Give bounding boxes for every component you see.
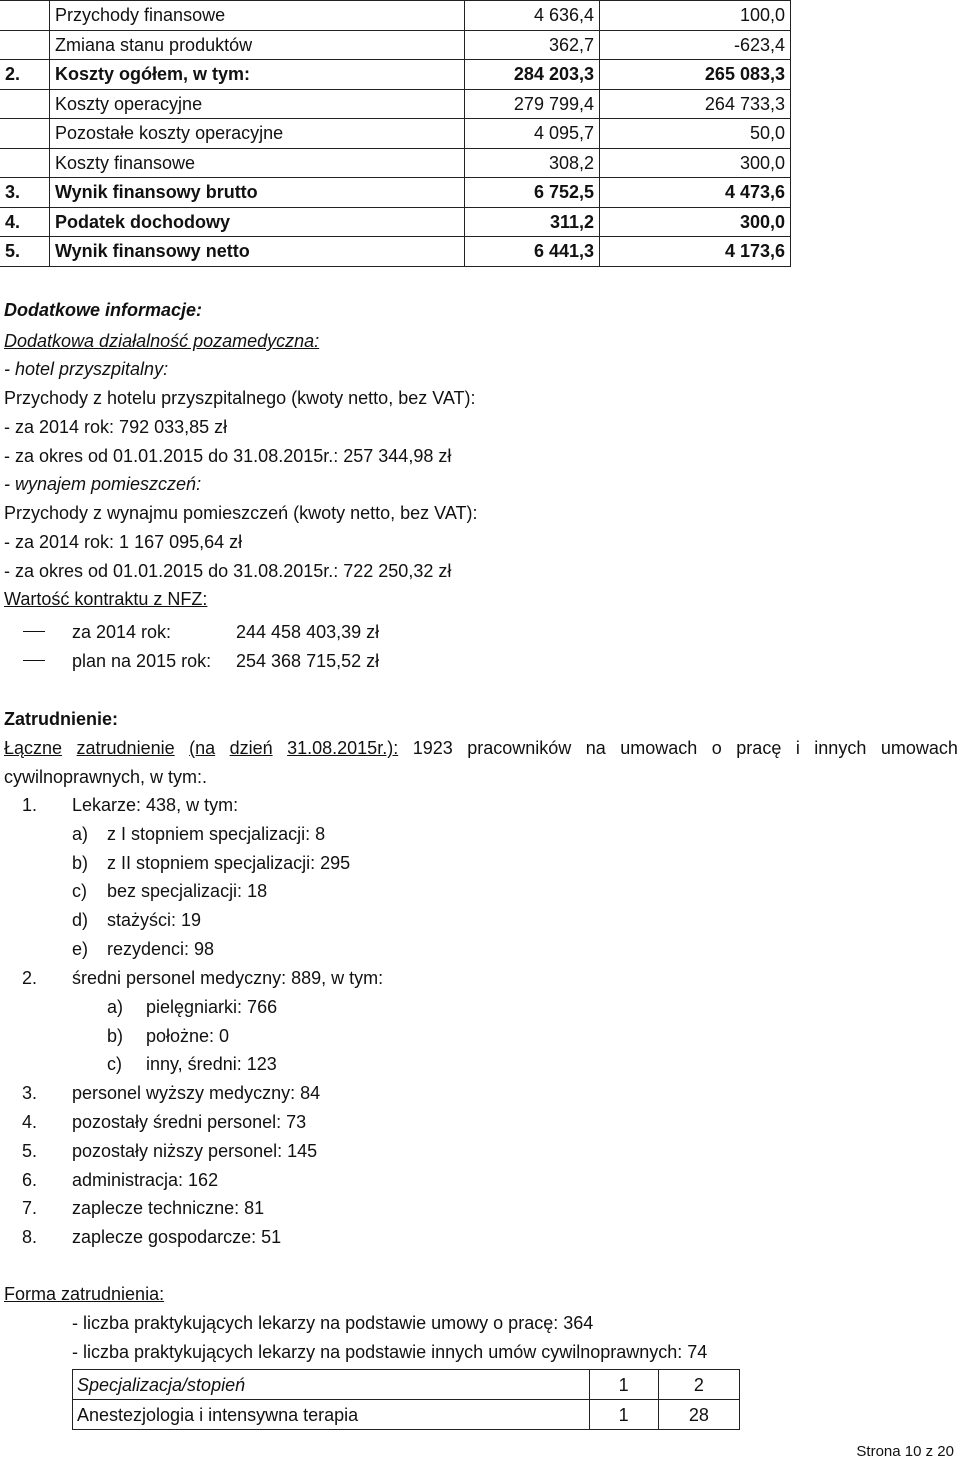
row-label: Koszty operacyjne [50, 89, 465, 119]
list-item: położne: 0 [146, 1026, 230, 1046]
employment-form-heading: Forma zatrudnienia: [4, 1284, 165, 1304]
row-label: Przychody finansowe [50, 1, 465, 31]
value-2015: 300,0 [600, 207, 791, 237]
intro-word: umowach [620, 738, 698, 758]
list-item-number: c) [107, 1054, 122, 1074]
table-row [0, 119, 791, 149]
table-row [0, 178, 791, 208]
list-item: personel wyższy medyczny: 84 [72, 1083, 321, 1103]
list-item-number: a) [72, 824, 89, 844]
hotel-revenue-label: Przychody z hotelu przyszpitalnego (kwoty netto, bez VAT): [4, 388, 476, 408]
list-item-number: 5. [22, 1141, 38, 1161]
value-2015: 300,0 [600, 148, 791, 178]
list-item: pielęgniarki: 766 [146, 997, 278, 1017]
list-item-number: 2. [22, 968, 38, 988]
value-2015: 50,0 [600, 119, 791, 149]
intro-word: o [711, 738, 722, 758]
row-number [0, 119, 50, 149]
value-2014: 311,2 [465, 207, 600, 237]
value-2015: 4 473,6 [600, 178, 791, 208]
value-2015: 4 173,6 [600, 237, 791, 267]
value-2015: 265 083,3 [600, 60, 791, 90]
list-item: inny, średni: 123 [146, 1054, 277, 1074]
header-cell: 2 [658, 1370, 739, 1400]
intro-word: 31.08.2015r.): [287, 738, 399, 758]
list-item-number: b) [107, 1026, 124, 1046]
value-2014: 308,2 [465, 148, 600, 178]
hotel-heading: - hotel przyszpitalny: [4, 359, 169, 379]
list-item: zaplecze gospodarcze: 51 [72, 1227, 282, 1247]
value-2015: 100,0 [600, 1, 791, 31]
value-2014: 4 095,7 [465, 119, 600, 149]
additional-activity-heading: Dodatkowa działalność pozamedyczna: [4, 331, 320, 351]
table-row [0, 148, 791, 178]
intro-word: Łączne [4, 738, 63, 758]
list-item-number: a) [107, 997, 124, 1017]
intro-word: (na [189, 738, 216, 758]
value-2015: -623,4 [600, 30, 791, 60]
additional-info-heading: Dodatkowe informacje: [4, 300, 203, 320]
row-label: Pozostałe koszty operacyjne [50, 119, 465, 149]
nfz-row-label: za 2014 rok: [72, 622, 172, 642]
intro-word: pracowników [467, 738, 572, 758]
row-label: Koszty finansowe [50, 148, 465, 178]
table-row [0, 1, 791, 31]
hotel-revenue-2014: - za 2014 rok: 792 033,85 zł [4, 417, 228, 437]
intro-word: i [795, 738, 800, 758]
list-item-number: 3. [22, 1083, 38, 1103]
table-header-row [73, 1370, 740, 1400]
nfz-row-value: 254 368 715,52 zł [236, 651, 380, 671]
nfz-row-value: 244 458 403,39 zł [236, 622, 380, 642]
table-cell: 1 [589, 1400, 658, 1430]
list-item-number: c) [72, 881, 87, 901]
list-item: z I stopniem specjalizacji: 8 [107, 824, 326, 844]
nfz-contract-heading: Wartość kontraktu z NFZ: [4, 589, 208, 609]
row-label: Wynik finansowy brutto [50, 178, 465, 208]
row-number: 2. [0, 60, 50, 90]
employment-heading: Zatrudnienie: [4, 709, 119, 729]
list-item-number: 4. [22, 1112, 38, 1132]
value-2015: 264 733,3 [600, 89, 791, 119]
table-cell: 28 [658, 1400, 739, 1430]
specialization-table [72, 1369, 740, 1430]
row-label: Koszty ogółem, w tym: [50, 60, 465, 90]
list-item-number: b) [72, 853, 89, 873]
row-label: Podatek dochodowy [50, 207, 465, 237]
list-item-number: d) [72, 910, 89, 930]
row-number: 5. [0, 237, 50, 267]
table-row [73, 1400, 740, 1430]
value-2014: 279 799,4 [465, 89, 600, 119]
row-number [0, 30, 50, 60]
employment-intro-continued: cywilnoprawnych, w tym:. [4, 767, 208, 787]
row-label: Wynik finansowy netto [50, 237, 465, 267]
list-item: bez specjalizacji: 18 [107, 881, 268, 901]
list-item: średni personel medyczny: 889, w tym: [72, 968, 384, 988]
list-item-number: 7. [22, 1198, 38, 1218]
row-label: Zmiana stanu produktów [50, 30, 465, 60]
value-2014: 6 752,5 [465, 178, 600, 208]
row-number [0, 89, 50, 119]
table-row [0, 60, 791, 90]
list-item-number: e) [72, 939, 89, 959]
intro-word: 1923 [412, 738, 453, 758]
value-2014: 4 636,4 [465, 1, 600, 31]
intro-word: zatrudnienie [76, 738, 175, 758]
table-row [0, 89, 791, 119]
rental-revenue-label: Przychody z wynajmu pomieszczeń (kwoty netto, bez VAT): [4, 503, 478, 523]
row-number: 4. [0, 207, 50, 237]
hotel-revenue-2015: - za okres od 01.01.2015 do 31.08.2015r.: 257 344,98 zł [4, 446, 452, 466]
dash-bullet-icon [23, 660, 45, 661]
list-item: Lekarze: 438, w tym: [72, 795, 239, 815]
rental-heading: - wynajem pomieszczeń: [4, 474, 202, 494]
row-number: 3. [0, 178, 50, 208]
list-item: pozostały niższy personel: 145 [72, 1141, 318, 1161]
intro-word: dzień [229, 738, 273, 758]
rental-revenue-2015: - za okres od 01.01.2015 do 31.08.2015r.: 722 250,32 zł [4, 561, 452, 581]
nfz-row-label: plan na 2015 rok: [72, 651, 212, 671]
row-number [0, 1, 50, 31]
value-2014: 362,7 [465, 30, 600, 60]
table-row [0, 30, 791, 60]
list-item: pozostały średni personel: 73 [72, 1112, 307, 1132]
financial-table [0, 0, 791, 267]
page-number: Strona 10 z 20 [856, 1443, 954, 1460]
table-row [0, 237, 791, 267]
list-item: rezydenci: 98 [107, 939, 215, 959]
value-2014: 284 203,3 [465, 60, 600, 90]
employment-intro-line [4, 736, 958, 760]
doctors-employment-contract: - liczba praktykujących lekarzy na podstawie umowy o pracę: 364 [72, 1313, 594, 1333]
table-row [0, 207, 791, 237]
row-number [0, 148, 50, 178]
intro-word: pracę [736, 738, 782, 758]
list-item-number: 1. [22, 795, 38, 815]
table-cell: Anestezjologia i intensywna terapia [73, 1400, 590, 1430]
intro-word: umowach [880, 738, 958, 758]
list-item-number: 6. [22, 1170, 38, 1190]
header-cell: 1 [589, 1370, 658, 1400]
rental-revenue-2014: - za 2014 rok: 1 167 095,64 zł [4, 532, 243, 552]
intro-word: innych [814, 738, 867, 758]
header-cell: Specjalizacja/stopień [73, 1370, 590, 1400]
list-item: zaplecze techniczne: 81 [72, 1198, 265, 1218]
doctors-civil-contracts: - liczba praktykujących lekarzy na podstawie innych umów cywilnoprawnych: 74 [72, 1342, 708, 1362]
dash-bullet-icon [23, 631, 45, 632]
intro-word: na [585, 738, 606, 758]
list-item: stażyści: 19 [107, 910, 202, 930]
value-2014: 6 441,3 [465, 237, 600, 267]
list-item-number: 8. [22, 1227, 38, 1247]
list-item: administracja: 162 [72, 1170, 219, 1190]
list-item: z II stopniem specjalizacji: 295 [107, 853, 351, 873]
